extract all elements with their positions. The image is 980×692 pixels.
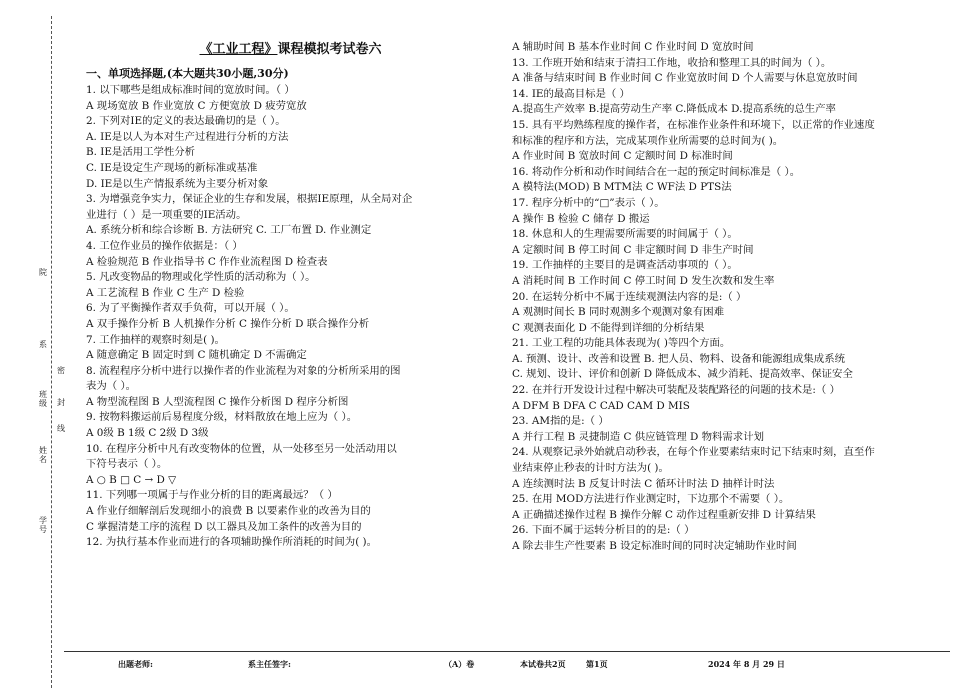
right-question-line: 25. 在用 MOD方法进行作业测定时，下边那个不需要（ ）。 bbox=[512, 493, 790, 506]
binding-seal-feng: 封 bbox=[57, 398, 65, 407]
right-question-line: 23. AM指的是:（ ） bbox=[512, 415, 609, 428]
right-question-line: A 操作 B 检验 C 储存 D 搬运 bbox=[512, 212, 650, 225]
right-question-line: 14. IE的最高目标是（ ） bbox=[512, 87, 630, 100]
left-question-line: 3. 为增强竞争实力，保证企业的生存和发展，根据IE原理，从全局对企 bbox=[86, 193, 413, 206]
binding-field-college: 院 bbox=[39, 268, 47, 277]
right-question-line: A 正确描述操作过程 B 操作分解 C 动作过程重新安排 D 计算结果 bbox=[512, 508, 816, 521]
right-question-line: 13. 工作班开始和结束于清扫工作地，收拾和整理工具的时间为（ ）。 bbox=[512, 56, 832, 69]
left-question-line: 7. 工作抽样的观察时刻是( )。 bbox=[86, 333, 225, 346]
right-question-line: A 消耗时间 B 工作时间 C 停工时间 D 发生次数和发生率 bbox=[512, 274, 775, 287]
left-column bbox=[86, 40, 481, 551]
right-question-line: 21. 工业工程的功能具体表现为( )等四个方面。 bbox=[512, 337, 731, 350]
binding-seal-mi: 密 bbox=[57, 366, 65, 375]
right-question-line: A 观测时间长 B 同时观测多个观测对象有困难 bbox=[512, 306, 725, 319]
right-question-line: A 作业时间 B 宽放时间 C 定额时间 D 标准时间 bbox=[512, 150, 733, 163]
left-question-line: 2. 下列对IE的定义的表达最确切的是（ ）。 bbox=[86, 115, 286, 128]
right-question-line: A. 预测、设计、改善和设置 B. 把人员、物料、设备和能源组成集成系统 bbox=[512, 352, 845, 365]
left-question-line: A 工艺流程 B 作业 C 生产 D 检验 bbox=[86, 286, 245, 299]
left-question-line: 下符号表示（ ）。 bbox=[86, 458, 168, 471]
binding-field-student-id: 学号 bbox=[39, 516, 47, 534]
footer-director: 系主任签字: bbox=[248, 659, 291, 669]
left-question-line: 8. 流程程序分析中进行以操作者的作业流程为对象的分析所采用的图 bbox=[86, 364, 401, 377]
left-question-line: A 现场宽放 B 作业宽放 C 方便宽放 D 疲劳宽放 bbox=[86, 99, 307, 112]
right-question-line: A 定额时间 B 停工时间 C 非定额时间 D 非生产时间 bbox=[512, 243, 754, 256]
left-question-line: 4. 工位作业员的操作依据是：（ ） bbox=[86, 239, 243, 252]
binding-field-class: 班级 bbox=[39, 390, 47, 408]
right-question-line: A 并行工程 B 灵捷制造 C 供应链管理 D 物料需求计划 bbox=[512, 430, 764, 443]
right-question-line: C. 规划、设计、评价和创新 D 降低成本、减少消耗、提高效率、保证安全 bbox=[512, 368, 853, 381]
binding-field-name: 姓名 bbox=[39, 446, 47, 464]
right-question-line: A DFM B DFA C CAD CAM D MIS bbox=[512, 399, 690, 412]
left-question-line: 6. 为了平衡操作者双手负荷，可以开展（ ）。 bbox=[86, 302, 295, 315]
right-question-line: 业结束停止秒表的计时方法为( )。 bbox=[512, 462, 669, 475]
left-question-list bbox=[86, 83, 481, 551]
left-question-line: 10. 在程序分析中凡有改变物体的位置，从一处移至另一处活动用以 bbox=[86, 442, 397, 455]
right-question-line: C 观测表面化 D 不能得到详细的分析结果 bbox=[512, 321, 705, 334]
right-question-list bbox=[512, 40, 952, 555]
left-question-line: C 掌握清楚工序的流程 D 以工器具及加工条件的改善为目的 bbox=[86, 520, 362, 533]
left-question-line: A 作业仔细解剖后发现细小的浪费 B 以要素作业的改善为目的 bbox=[86, 505, 371, 518]
left-question-line: 11. 下列哪一项属于与作业分析的目的距离最远？（ ） bbox=[86, 489, 338, 502]
footer-page-count: 本试卷共2页 bbox=[520, 659, 566, 669]
right-question-line: 17. 程序分析中的“□”表示（ ）。 bbox=[512, 196, 665, 209]
right-question-line: 18. 休息和人的生理需要所需要的时间属于（ ）。 bbox=[512, 228, 738, 241]
right-question-line: A 连续测时法 B 反复计时法 C 循环计时法 D 抽样计时法 bbox=[512, 477, 775, 490]
binding-dashed-line bbox=[51, 16, 52, 688]
right-question-line: 26. 下面不属于运转分析目的的是:（ ） bbox=[512, 524, 695, 537]
left-question-line: A 物型流程图 B 人型流程图 C 操作分析图 D 程序分析图 bbox=[86, 395, 349, 408]
left-question-line: 5. 凡改变物品的物理或化学性质的活动称为（ ）。 bbox=[86, 271, 316, 284]
right-column bbox=[512, 40, 952, 555]
footer-date: 2024 年 8 月 29 日 bbox=[708, 659, 785, 669]
right-question-line: 20. 在运转分析中不属于连续观测法内容的是:（ ） bbox=[512, 290, 747, 303]
right-question-line: A 辅助时间 B 基本作业时间 C 作业时间 D 宽放时间 bbox=[512, 41, 754, 53]
right-question-line: 和标准的程序和方法，完成某项作业所需要的总时间为( )。 bbox=[512, 134, 784, 147]
right-question-line: 24. 从观察记录外始就启动秒表，在每个作业要素结束时记下结束时刻，直至作 bbox=[512, 446, 875, 459]
left-question-line: A. 系统分析和综合诊断 B. 方法研究 C. 工厂布置 D. 作业测定 bbox=[86, 224, 372, 237]
left-question-line: 9. 按物料搬运前后易程度分级，材料散放在地上应为（ ）。 bbox=[86, 411, 358, 424]
left-question-line: B. IE是活用工学性分析 bbox=[86, 146, 196, 159]
left-question-line: A 双手操作分析 B 人机操作分析 C 操作分析 D 联合操作分析 bbox=[86, 317, 370, 330]
binding-margin bbox=[0, 0, 64, 692]
right-question-line: 15. 具有平均熟练程度的操作者，在标准作业条件和环境下，以正常的作业速度 bbox=[512, 118, 875, 131]
binding-field-department: 系 bbox=[39, 340, 47, 349]
right-question-line: 16. 将动作分析和动作时间结合在一起的预定时间标准是（ ）。 bbox=[512, 165, 801, 178]
right-question-line: A 模特法(MOD) B MTM法 C WF法 D PTS法 bbox=[512, 181, 732, 194]
right-question-line: A.提高生产效率 B.提高劳动生产率 C.降低成本 D.提高系统的总生产率 bbox=[512, 103, 836, 116]
course-name: 《工业工程》 bbox=[199, 42, 278, 57]
left-question-line: A. IE是以人为本对生产过程进行分析的方法 bbox=[86, 130, 289, 143]
left-question-line: A 0级 B 1级 C 2级 D 3级 bbox=[86, 427, 209, 440]
left-question-line: 12. 为执行基本作业而进行的各项辅助操作所消耗的时间为( )。 bbox=[86, 536, 378, 549]
right-question-line: 22. 在并行开发设计过程中解决可装配及装配路径的问题的技术是:（ ） bbox=[512, 384, 840, 397]
exam-name: 课程模拟考试卷六 bbox=[277, 42, 382, 57]
left-question-line: 业进行（ ）是一项重要的IE活动。 bbox=[86, 208, 247, 221]
footer-page-number: 第1页 bbox=[586, 659, 608, 669]
left-question-line: A 检验规范 B 作业指导书 C 作作业流程图 D 检查表 bbox=[86, 255, 328, 268]
right-question-line: A 除去非生产性要素 B 设定标准时间的同时决定辅助作业时间 bbox=[512, 540, 797, 552]
left-question-line: A 随意确定 B 固定时到 C 随机确定 D 不需确定 bbox=[86, 349, 307, 362]
footer-teacher: 出题老师: bbox=[118, 659, 153, 669]
left-question-line: 1. 以下哪些是组成标准时间的宽放时间。（ ） bbox=[86, 84, 295, 96]
binding-seal-xian: 线 bbox=[57, 424, 65, 433]
right-question-line: 19. 工作抽样的主要目的是调查活动事项的（ ）。 bbox=[512, 259, 738, 272]
left-question-line: A ○ B □ C → D ▽ bbox=[86, 473, 177, 486]
section-heading: 一、单项选择题,(本大题共30小题,30分) bbox=[86, 67, 289, 80]
left-question-line: 表为（ ）。 bbox=[86, 380, 137, 393]
footer-paper: （A）卷 bbox=[444, 659, 475, 669]
left-question-line: D. IE是以生产情报系统为主要分析对象 bbox=[86, 177, 269, 190]
footer-rule bbox=[64, 651, 950, 652]
right-question-line: A 准备与结束时间 B 作业时间 C 作业宽放时间 D 个人需要与休息宽放时间 bbox=[512, 72, 858, 85]
left-question-line: C. IE是设定生产现场的新标准或基准 bbox=[86, 161, 258, 174]
exam-title bbox=[86, 40, 481, 66]
